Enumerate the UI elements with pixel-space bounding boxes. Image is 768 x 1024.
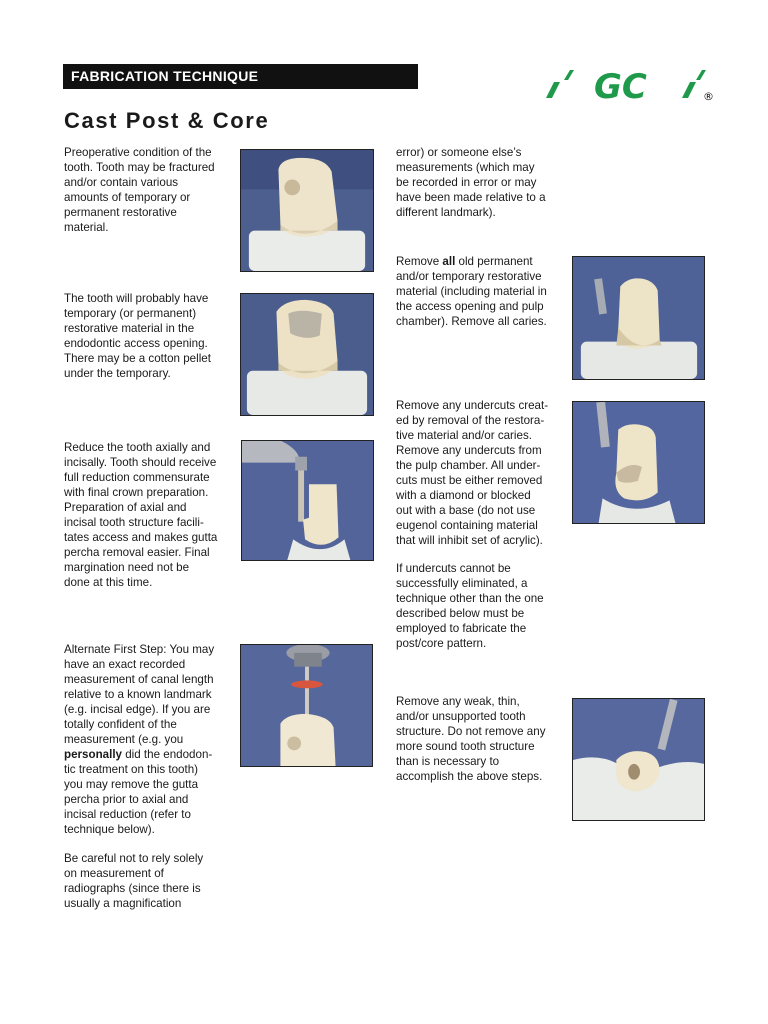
svg-text:®: ® [703, 90, 714, 103]
page-title: Cast Post & Core [64, 108, 270, 133]
section-label: FABRICATION TECHNIQUE [63, 64, 418, 89]
photo-remove-weak-structure [572, 698, 705, 821]
step-caution-radiographs: Be careful not to rely solely on measurement of radiographs (since there is usually a magnification [64, 852, 204, 910]
step-temporary-material: The tooth will probably have temporary (or permanent) restorative material in the endodontic access opening. There may be a cotton pellet under the temporary. [64, 292, 211, 380]
step-continued-measurements: error) or someone else’s measurements (which may be recorded in error or may have been made relative to a different landmark). [396, 146, 546, 219]
step-reduce-tooth: Reduce the tooth axially and incisally. Tooth should receive full reduction commensurate with final crown preparation. Preparation of axial and incisal tooth structure facili- tates access and makes gutta percha removal easier. Final margination need not be done at this time. [64, 441, 218, 589]
photo-reduce-tooth [241, 440, 374, 561]
photo-remove-undercuts [572, 401, 705, 524]
photo-alternate-first-step [240, 644, 373, 767]
photo-preoperative-tooth [240, 149, 374, 272]
step-preoperative: Preoperative condition of the tooth. Tooth may be fractured and/or contain various amounts of temporary or permanent restorative material. [64, 146, 215, 234]
step-undercuts-alternative: If undercuts cannot be successfully eliminated, a technique other than the one described below must be employed to fabricate the post/core pattern. [396, 562, 544, 650]
photo-remove-old-restorative [572, 256, 705, 380]
svg-text:GC: GC [594, 67, 647, 106]
photo-temporary-material [240, 293, 374, 416]
gc-logo [540, 66, 720, 106]
step-remove-old-restorative: Remove all old permanent and/or temporary restorative material (including material in the access opening and pulp chamber). Remove all caries. [396, 255, 547, 328]
step-remove-weak-structure: Remove any weak, thin, and/or unsupported tooth structure. Do not remove any more sound tooth structure than is necessary to accomplish the above steps. [396, 695, 546, 783]
step-remove-undercuts: Remove any undercuts creat- ed by removal of the restora- tive material and/or caries. Remove any undercuts from the pulp chamber. All under- cuts must be either removed with a diamond or blocked out with a base (do not use eugenol containing material that will inhibit set of acrylic). [396, 399, 549, 547]
step-alternate-first: Alternate First Step: You may have an exact recorded measurement of canal length relative to a known landmark (e.g. incisal edge). If you are totally confident of the measurement (e.g. you personally did the endodon- tic treatment on this tooth) you may remove the gutta percha prior to axial and incisal reduction (refer to technique below). [64, 643, 215, 836]
